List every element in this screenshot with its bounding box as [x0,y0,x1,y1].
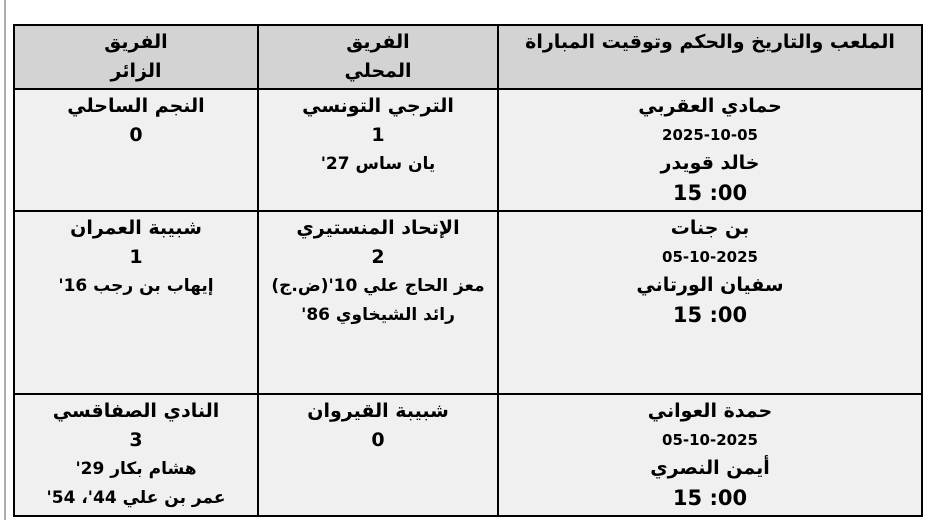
page-edge-rule [4,0,6,520]
visitor-scorer: إيهاب بن رجب 16' [58,276,214,296]
home-team-name: شبيبة القيروان [307,400,449,422]
visitor-score: 1 [129,246,143,268]
home-team-name: الترجي التونسي [302,95,454,117]
match-2-home-cell [258,211,498,394]
results-table [13,24,923,517]
header-home-label-line1: الفريق [346,31,410,53]
visitor-score: 0 [129,124,143,146]
venue-name: حمدة العواني [647,400,773,422]
header-row [14,25,922,89]
home-scorer: رائد الشيخاوي 86' [301,305,455,325]
home-scorer: يان ساس 27' [320,154,436,174]
header-visitor-label-line2: الزائر [110,60,162,82]
match-row-1 [14,89,922,211]
venue-name: حمادي العقربي [638,95,782,117]
match-date: 05-10-2025 [662,431,758,449]
visitor-team-name: النادي الصفاقسي [52,400,220,422]
match-2-visitor-cell [14,211,258,394]
referee-name: سفيان الورتاني [636,274,784,296]
match-1-home-cell [258,89,498,211]
match-1-visitor-cell [14,89,258,211]
venue-name: بن جنات [670,217,750,239]
match-1-info-cell [498,89,922,211]
header-visitor-label-line1: الفريق [104,31,168,53]
match-date: 05-10-2025 [662,248,758,266]
visitor-scorer: عمر بن علي 44'، 54' [46,488,226,508]
header-info-label: الملعب والتاريخ والحكم وتوقيت المباراة [525,31,895,53]
referee-name: أيمن النصري [650,457,770,479]
referee-name: خالد قويدر [660,152,760,174]
match-row-2 [14,211,922,394]
header-home-cell [258,25,498,89]
match-row-3 [14,394,922,516]
match-date: 2025-10-05 [662,126,758,144]
home-score: 1 [371,124,385,146]
kickoff-time: 15 :00 [672,181,748,205]
match-2-info-cell [498,211,922,394]
header-home-label-line2: المحلي [344,60,412,82]
match-3-home-cell [258,394,498,516]
match-3-visitor-cell [14,394,258,516]
home-score: 2 [371,246,385,268]
kickoff-time: 15 :00 [672,486,748,510]
home-scorer: معز الحاج علي 10'(ض.ج) [271,276,485,296]
home-team-name: الإتحاد المنستيري [296,217,460,239]
visitor-team-name: النجم الساحلي [67,95,205,117]
kickoff-time: 15 :00 [672,303,748,327]
header-info-cell [498,25,922,89]
home-score: 0 [371,429,385,451]
visitor-score: 3 [129,429,143,451]
header-visitor-cell [14,25,258,89]
match-3-info-cell [498,394,922,516]
visitor-team-name: شبيبة العمران [70,217,202,239]
visitor-scorer: هشام بكار 29' [75,459,197,479]
